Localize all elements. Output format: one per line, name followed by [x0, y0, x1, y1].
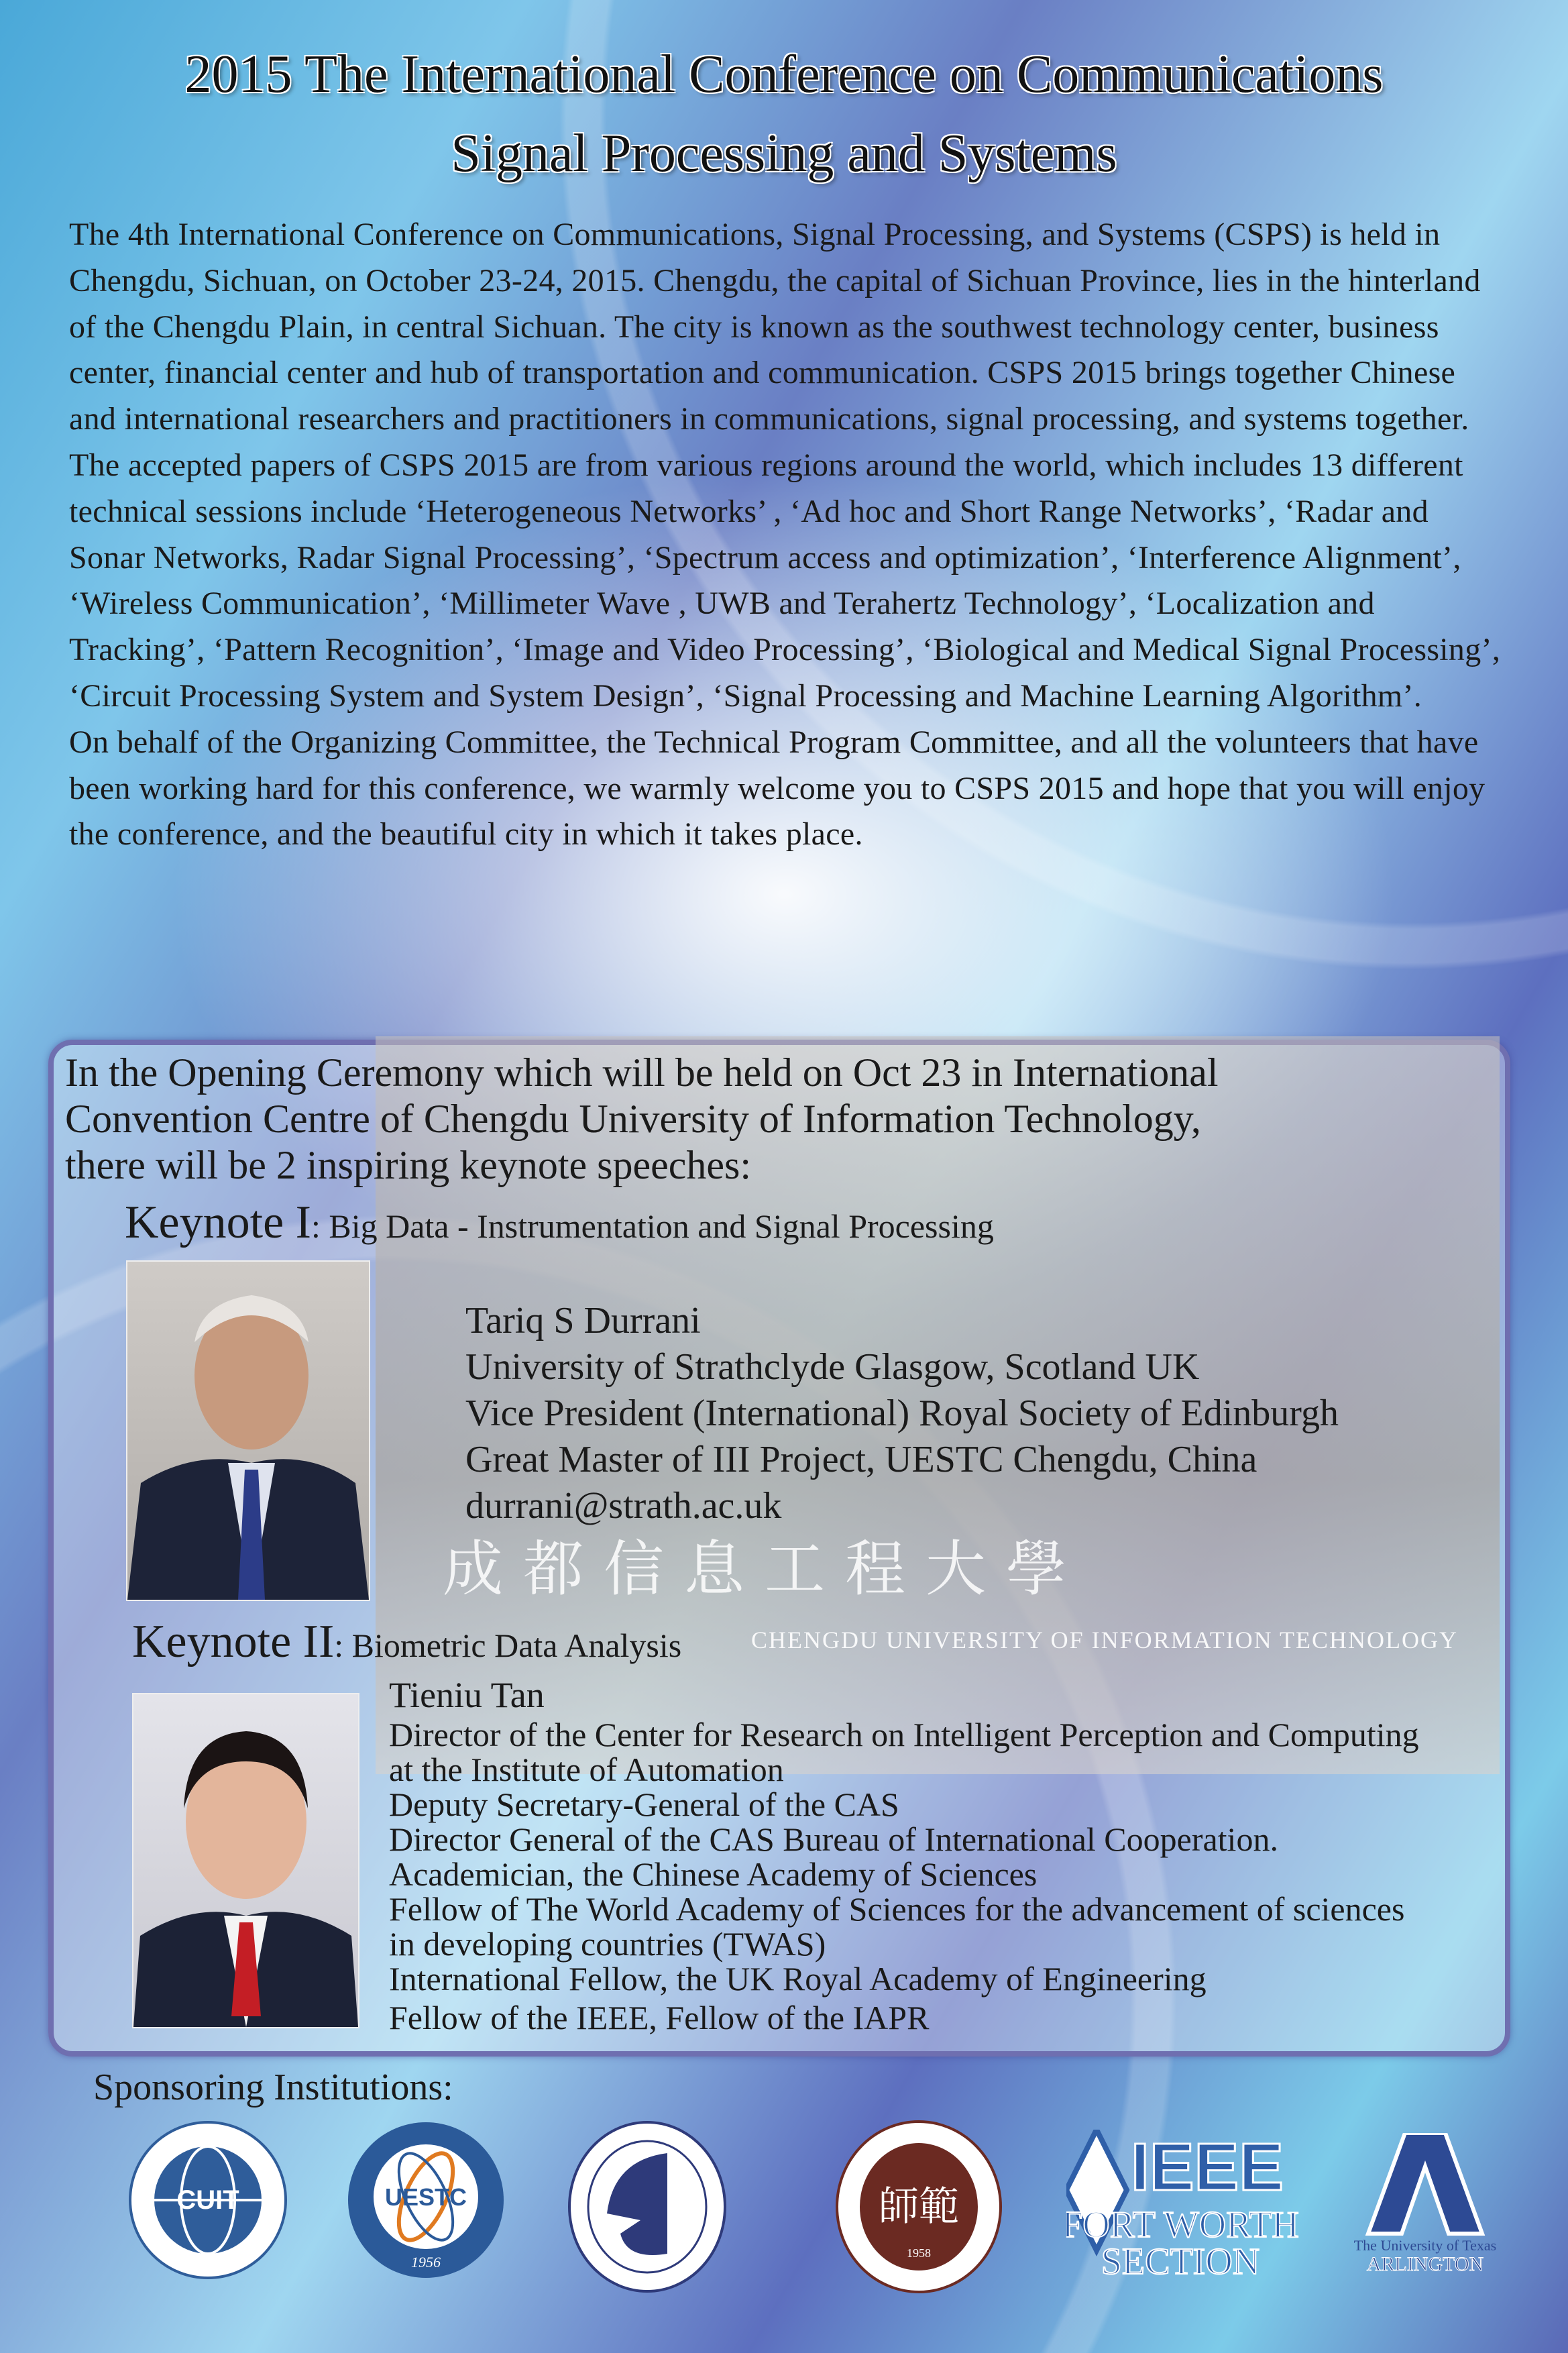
speaker-affiliation: Director of the Center for Research on Intelligent Perception and Computing [389, 1716, 1419, 1753]
speaker-photo-durrani [126, 1260, 370, 1601]
logo-cuit [127, 2120, 288, 2284]
intro-paragraph: The accepted papers of CSPS 2015 are from various regions around the world, which includes 13 different technical sessions include ‘Heterogeneous Networks’ , ‘Ad hoc and Short Range Networks’, ‘Radar and Sonar Networks, Radar Signal Processing’, ‘Spectrum access and optimization’, ‘Interference Alignment’, ‘Wireless Communication’, ‘Millimeter Wave , UWB and Terahertz Technology’, ‘Localization and Tracking’, ‘Pattern Recognition’, ‘Image and Video Processing’, ‘Biological and Medical Signal Processing’, ‘Circuit Processing System and System Design’, ‘Signal Processing and Machine Learning Algorithm’. [69, 447, 1501, 714]
speaker-affiliation: Fellow of The World Academy of Sciences for the advancement of sciences [389, 1890, 1405, 1928]
svg-text:SECTION: SECTION [1101, 2241, 1260, 2277]
building-sign-cn: 成都信息工程大學 [443, 1534, 1086, 1604]
svg-text:The University of Texas: The University of Texas [1353, 2237, 1497, 2254]
svg-text:IEEE: IEEE [1131, 2130, 1284, 2205]
speaker-affiliation: International Fellow, the UK Royal Academy of Engineering [389, 1960, 1207, 1998]
logo-tianjin-normal-university [835, 2120, 1003, 2297]
intro-text [69, 212, 1504, 858]
svg-text:UESTC: UESTC [384, 2183, 467, 2211]
keynote1-heading [125, 1196, 994, 1253]
logo-bupt [567, 2120, 728, 2297]
svg-text:1958: 1958 [907, 2246, 931, 2260]
svg-text:ARLINGTON: ARLINGTON [1366, 2253, 1484, 2274]
keynote2-label: Keynote II [132, 1616, 335, 1667]
speaker-affiliation: Fellow of the IEEE, Fellow of the IAPR [389, 1999, 930, 2036]
speaker-photo-tan [132, 1693, 359, 2028]
speaker-affiliation: Director General of the CAS Bureau of International Cooperation. [389, 1820, 1278, 1858]
logo-ut-arlington [1338, 2133, 1512, 2277]
speaker-email[interactable]: durrani@strath.ac.uk [465, 1485, 782, 1527]
opening-line: In the Opening Ceremony which will be held on Oct 23 in International [65, 1050, 1219, 1095]
keynote2-topic: : Biometric Data Analysis [334, 1627, 682, 1664]
speaker-affiliation: Academician, the Chinese Academy of Sciences [389, 1855, 1038, 1893]
intro-paragraph: On behalf of the Organizing Committee, the Technical Program Committee, and all the volunteers that have been working hard for this conference, we warmly welcome you to CSPS 2015 and hope that you will enjoy the conference, and the beautiful city in which it takes place. [69, 724, 1486, 853]
speaker-name: Tariq S Durrani [465, 1300, 701, 1342]
speaker-affiliation: at the Institute of Automation [389, 1751, 784, 1788]
keynote1-label: Keynote I [125, 1197, 311, 1248]
svg-text:1956: 1956 [411, 2254, 441, 2270]
speaker-affiliation: Deputy Secretary-General of the CAS [389, 1786, 899, 1823]
opening-line: there will be 2 inspiring keynote speeches: [65, 1143, 752, 1187]
speaker-affiliation: Great Master of III Project, UESTC Chengdu, China [465, 1439, 1257, 1480]
svg-text:師範: 師範 [879, 2183, 959, 2230]
building-sign-en: CHENGDU UNIVERSITY OF INFORMATION TECHNOLOGY [751, 1627, 1458, 1653]
speaker-name: Tieniu Tan [389, 1675, 545, 1715]
speaker-affiliation: Vice President (International) Royal Society of Edinburgh [465, 1392, 1339, 1434]
speaker-affiliation: University of Strathclyde Glasgow, Scotland UK [465, 1346, 1200, 1388]
poster-title-line2: Signal Processing and Systems [451, 124, 1117, 183]
logo-ieee-fort-worth [1066, 2130, 1308, 2281]
opening-line: Convention Centre of Chengdu University of Information Technology, [65, 1097, 1201, 1141]
sponsoring-institutions-label: Sponsoring Institutions: [93, 2067, 453, 2108]
opening-ceremony-text [65, 1050, 1494, 1189]
svg-text:FORT WORTH: FORT WORTH [1066, 2204, 1299, 2246]
keynote1-topic: : Big Data - Instrumentation and Signal Processing [311, 1207, 994, 1245]
svg-text:CUIT: CUIT [176, 2185, 239, 2215]
speaker-affiliation: in developing countries (TWAS) [389, 1925, 826, 1963]
logo-uestc [345, 2120, 506, 2284]
poster-title-line1: 2015 The International Conference on Communications [184, 45, 1384, 104]
intro-paragraph: The 4th International Conference on Communications, Signal Processing, and Systems (CSPS) is held in Chengdu, Sichuan, on October 23-24, 2015. Chengdu, the capital of Sichuan Province, lies in the hinterland of the Chengdu Plain, in central Sichuan. The city is known as the southwest technology center, business center, financial center and hub of transportation and communication. CSPS 2015 brings together Chinese and international researchers and practitioners in communications, signal processing, and systems together. [69, 217, 1481, 437]
keynote2-heading [132, 1615, 681, 1672]
keynote1-speaker-info [465, 1298, 1339, 1529]
